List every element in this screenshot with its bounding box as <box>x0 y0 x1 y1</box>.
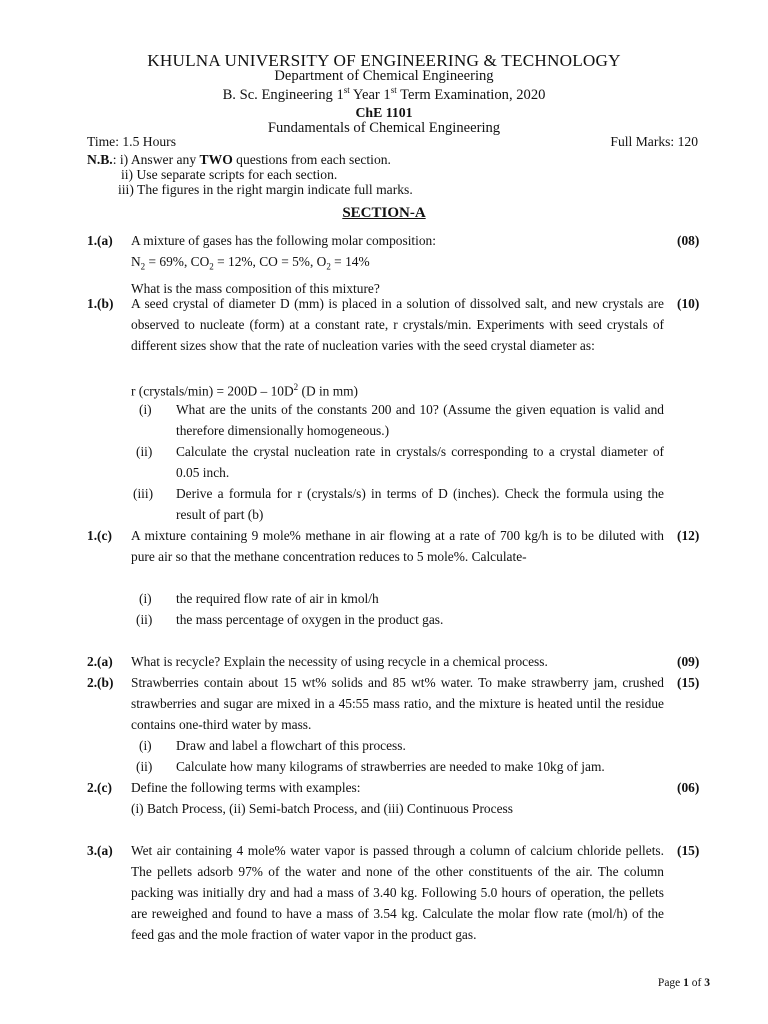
question-number: 2.(b) <box>87 675 114 690</box>
question-marks: (09) <box>677 654 700 669</box>
composition-formula: $N_2 = 69\%$, $CO_2 = 12\%$, CO = 5%, $O_2 = 14\%$ <box>131 254 370 272</box>
question-marks: (15) <box>677 675 700 690</box>
question-number: 3.(a) <box>87 843 113 858</box>
subpart-label: (i) <box>139 738 152 753</box>
question-2b-text: Strawberries contain about 15 wt% solids and 85 wt% water. To make strawberry jam, crushed strawberries and sugar are mixed in a 45:55 mass ratio, and the mixture is heated until the residue contains one-third water by mass. <box>131 675 664 732</box>
question-marks: (06) <box>677 780 700 795</box>
subpart-label: (i) <box>139 402 152 417</box>
course-code: ChE 1101 <box>355 105 413 120</box>
exam-time: Time: 1.5 Hours <box>87 134 177 149</box>
question-3a-text: Wet air containing 4 mole% water vapor is passed through a column of calcium chloride pellets. The pellets adsorb 97% of the water and none of the other constituents of the air. The column packing was initially dry and had a mass of 3.40 kg. Following 5.0 hours of operation, the pellets are reweighed and found to have a mass of 3.54 kg. Calculate the molar flow rate (mol/h) of the feed gas and the mole fraction of water vapor in the product gas. <box>131 843 664 942</box>
subpart-label: (i) <box>139 591 152 606</box>
question-1a: A mixture of gases has the following molar composition: $N_2 = 69\%$, $CO_2 = 12\%$, CO = 5%, $O_2 = 14\%$ What is the mass composition of this mixture? <box>131 230 664 299</box>
question-marks: (10) <box>677 296 700 311</box>
subpart-text: the mass percentage of oxygen in the product gas. <box>176 612 444 627</box>
question-number: 2.(c) <box>87 780 112 795</box>
subpart-text: Calculate the crystal nucleation rate in crystals/s corresponding to a crystal diameter of 0.05 inch. <box>176 444 664 480</box>
subpart-label: (ii) <box>136 444 153 459</box>
subpart-text: Draw and label a flowchart of this process. <box>176 738 406 753</box>
instructions <box>87 152 413 197</box>
full-marks: Full Marks: 120 <box>610 134 698 149</box>
subpart-label: (iii) <box>133 486 154 501</box>
exam-title: B. Sc. Engineering 1st Year 1st Term Examination, 2020 <box>222 85 546 103</box>
question-2a-text: What is recycle? Explain the necessity of using recycle in a chemical process. <box>131 654 548 669</box>
page-number: Page 1 of 3 <box>657 977 710 989</box>
section-title: SECTION-A <box>342 205 426 221</box>
question-2c: Define the following terms with examples: (i) Batch Process, (ii) Semi-batch Process, and (iii) Continuous Process <box>131 780 513 816</box>
question-marks: (08) <box>677 233 700 248</box>
question-number: 1.(b) <box>87 296 114 311</box>
question-marks: (15) <box>677 843 700 858</box>
question-number: 1.(a) <box>87 233 113 248</box>
question-marks: (12) <box>677 528 700 543</box>
subpart-text: Derive a formula for r (crystals/s) in terms of D (inches). Check the formula using the result of part (b) <box>176 486 664 522</box>
question-number: 1.(c) <box>87 528 112 543</box>
subpart-label: (ii) <box>136 612 153 627</box>
subpart-text: the required flow rate of air in kmol/h <box>176 591 379 606</box>
subpart-text: Calculate how many kilograms of strawberries are needed to make 10kg of jam. <box>176 759 605 774</box>
question-1c-text: A mixture containing 9 mole% methane in air flowing at a rate of 700 kg/h is to be diluted with pure air so that the methane concentration reduces to 5 mole%. Calculate- <box>131 528 664 564</box>
department-name: Department of Chemical Engineering <box>274 68 494 84</box>
instruction-line-3: iii) The figures in the right margin indicate full marks. <box>118 182 413 197</box>
subpart-text: What are the units of the constants 200 and 10? (Assume the given equation is valid and therefore dimensionally homogeneous.) <box>176 402 664 438</box>
instruction-line-1: N.B.: i) Answer any TWO questions from each section. <box>87 152 391 167</box>
course-title: Fundamentals of Chemical Engineering <box>267 120 501 136</box>
question-1b-text: A seed crystal of diameter D (mm) is placed in a solution of dissolved salt, and new crystals are observed to nucleate (form) at a constant rate, r crystals/min. Experiments with seed crystals of different sizes show that the rate of nucleation varies with the seed crystal diameter as: <box>131 296 664 353</box>
subpart-label: (ii) <box>136 759 153 774</box>
instruction-line-2: ii) Use separate scripts for each section. <box>121 167 338 182</box>
nucleation-equation: r (crystals/min) = $200D - 10D^2$ (D in mm) <box>131 382 359 399</box>
university-name: KHULNA UNIVERSITY OF ENGINEERING & TECHNOLOGY <box>147 51 621 70</box>
question-number: 2.(a) <box>87 654 113 669</box>
